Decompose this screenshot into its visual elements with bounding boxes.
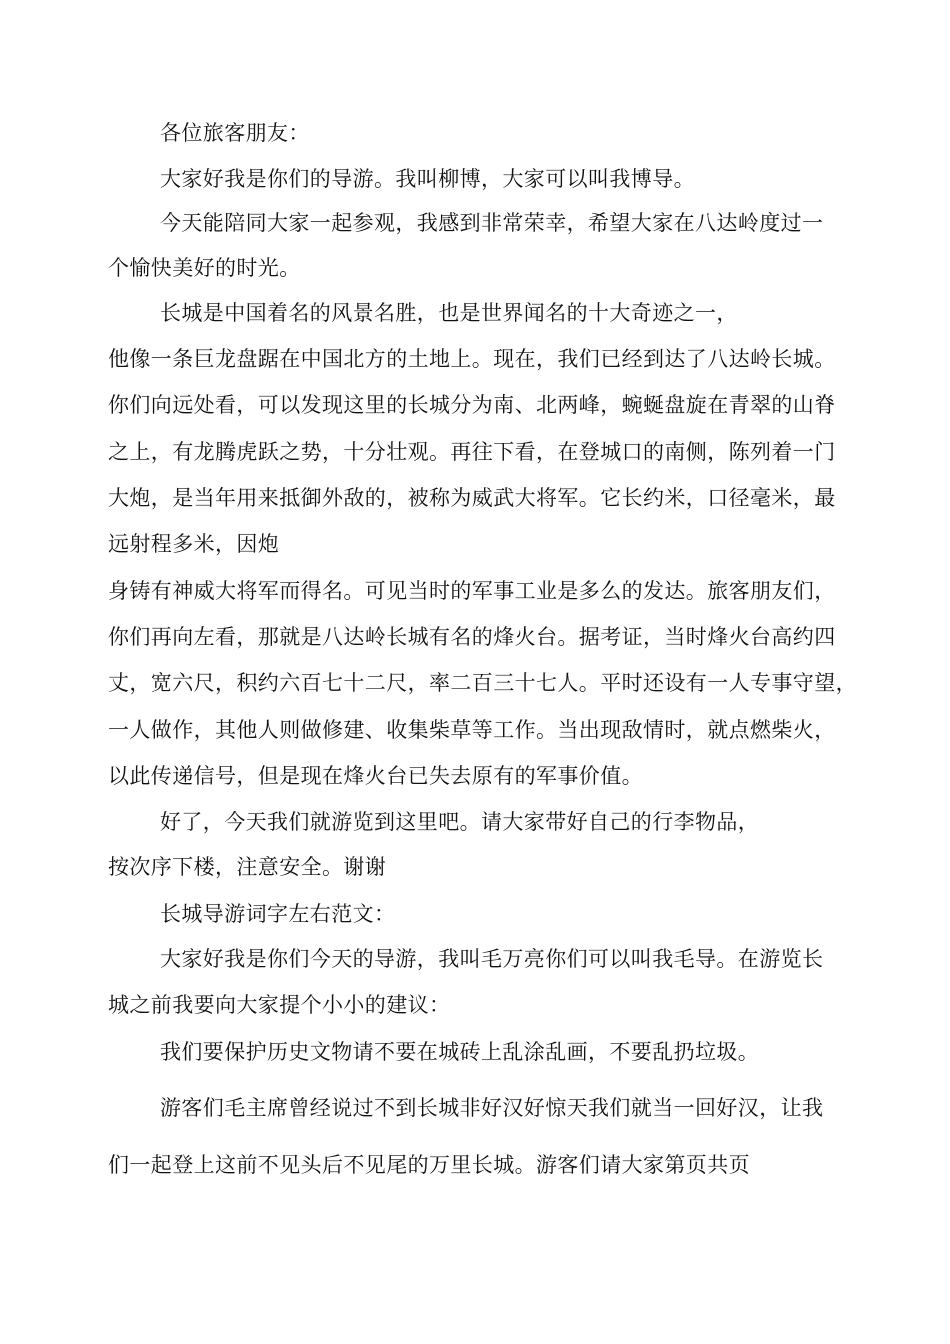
- paragraph-line: 丈，宽六尺，积约六百七十二尺，率二百三十七人。平时还设有一人专事守望，: [108, 671, 857, 695]
- paragraph-line: 远射程多米，因炮: [108, 532, 280, 556]
- paragraph-line: 之上，有龙腾虎跃之势，十分壮观。再往下看，在登城口的南侧，陈列着一门: [108, 440, 836, 464]
- paragraph-line: 大炮，是当年用来抵御外敌的，被称为威武大将军。它长约米，口径毫米，最: [108, 486, 836, 510]
- paragraph-line: 今天能陪同大家一起参观，我感到非常荣幸，希望大家在八达岭度过一: [160, 211, 824, 235]
- greeting-line: 各位旅客朋友：: [160, 121, 310, 145]
- paragraph-line: 一人做作，其他人则做修建、收集柴草等工作。当出现敌情时，就点燃柴火，: [108, 718, 836, 742]
- paragraph-line: 个愉快美好的时光。: [108, 256, 301, 280]
- paragraph-line: 大家好我是你们今天的导游，我叫毛万亮你们可以叫我毛导。在游览长: [160, 947, 824, 971]
- paragraph-line: 他像一条巨龙盘踞在中国北方的土地上。现在，我们已经到达了八达岭长城。: [108, 347, 836, 371]
- section-heading: 长城导游词字左右范文：: [160, 902, 396, 926]
- paragraph-line: 你们再向左看，那就是八达岭长城有名的烽火台。据考证，当时烽火台高约四: [108, 625, 836, 649]
- paragraph-line: 好了，今天我们就游览到这里吧。请大家带好自己的行李物品，: [160, 810, 760, 834]
- paragraph-line: 长城是中国着名的风景名胜，也是世界闻名的十大奇迹之一，: [160, 301, 738, 325]
- paragraph-line: 游客们毛主席曾经说过不到长城非好汉好惊天我们就当一回好汉，让我: [160, 1096, 824, 1120]
- paragraph-line: 大家好我是你们的导游。我叫柳博，大家可以叫我博导。: [160, 167, 695, 191]
- paragraph-line: 以此传递信号，但是现在烽火台已失去原有的军事价值。: [108, 764, 643, 788]
- paragraph-line: 你们向远处看，可以发现这里的长城分为南、北两峰，蜿蜒盘旋在青翠的山脊: [108, 393, 836, 417]
- paragraph-line: 按次序下楼，注意安全。谢谢: [108, 855, 387, 879]
- paragraph-line: 我们要保护历史文物请不要在城砖上乱涂乱画，不要乱扔垃圾。: [160, 1040, 760, 1064]
- paragraph-line: 身铸有神威大将军而得名。可见当时的军事工业是多么的发达。旅客朋友们，: [108, 579, 836, 603]
- paragraph-line: 城之前我要向大家提个小小的建议：: [108, 993, 451, 1017]
- paragraph-line: 们一起登上这前不见头后不见尾的万里长城。游客们请大家第页共页: [108, 1153, 750, 1177]
